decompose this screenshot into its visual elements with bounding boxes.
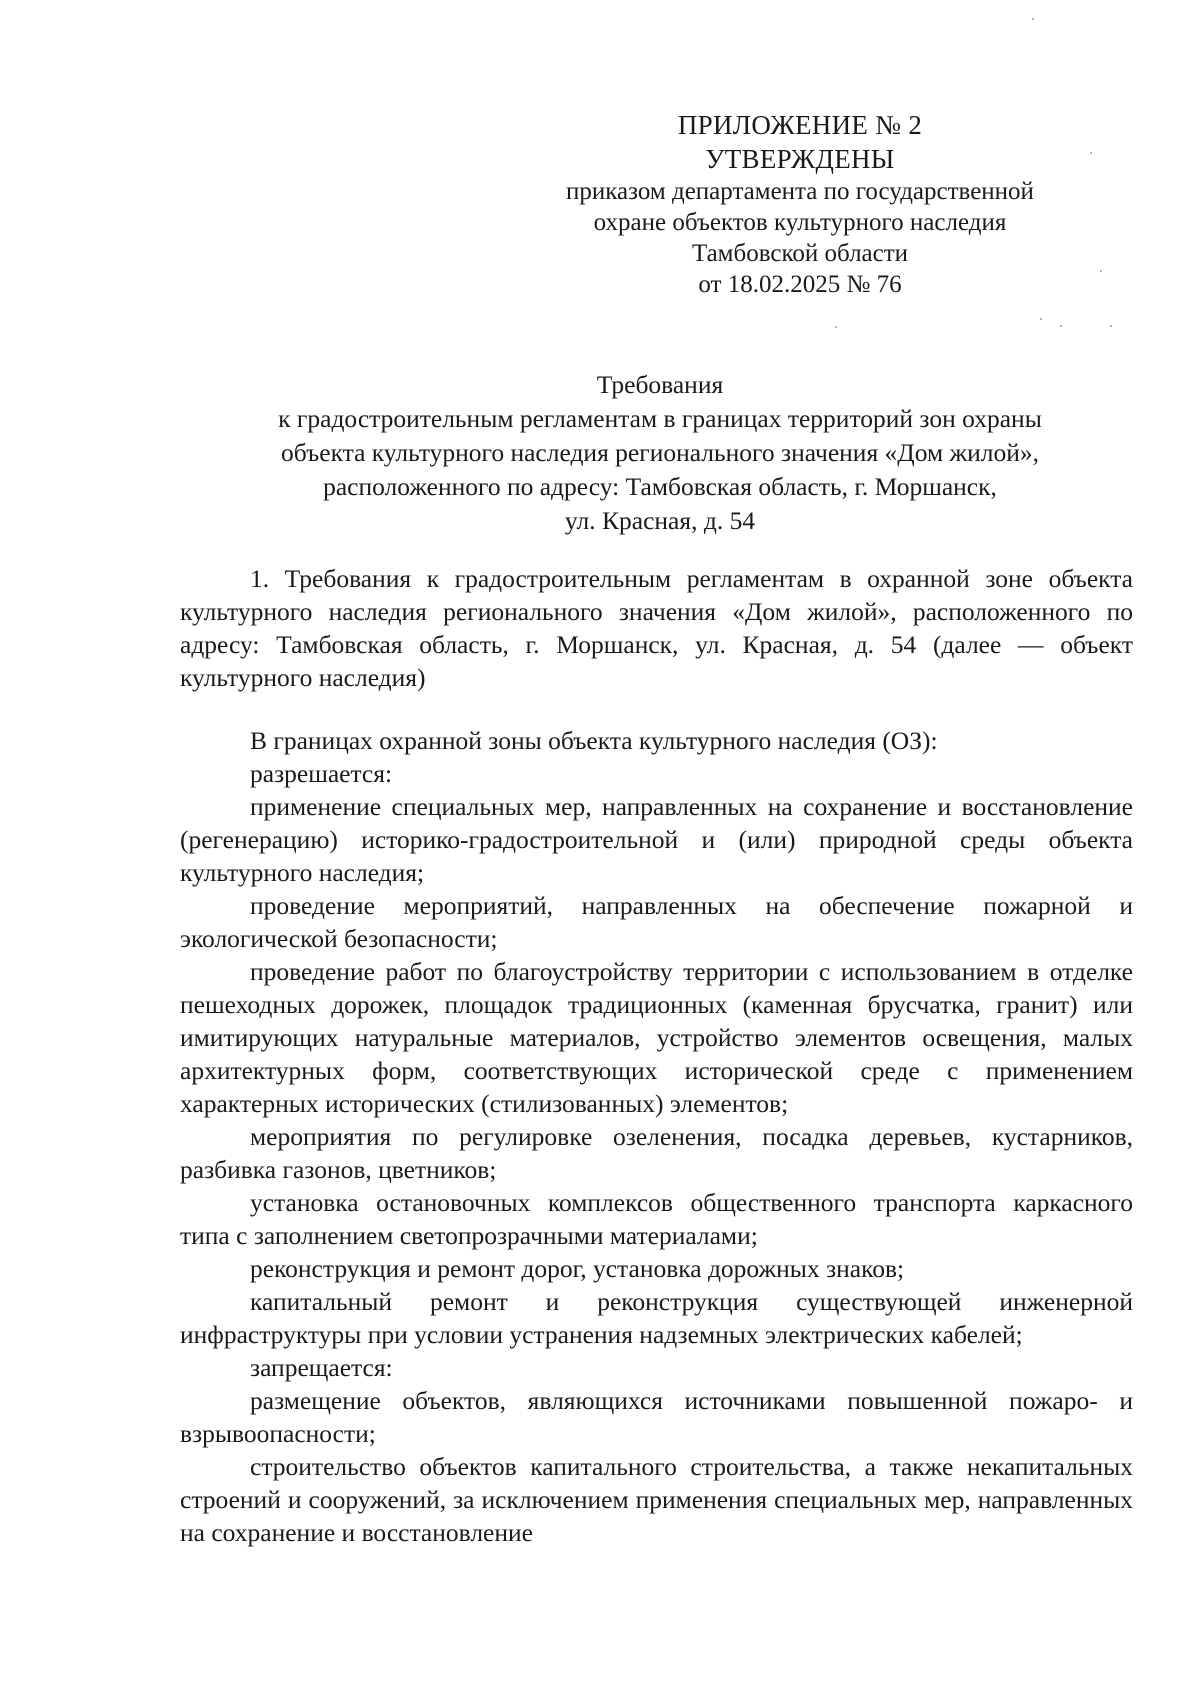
paragraph-section-1: 1. Требования к градостроительным регламентам в охранной зоне объекта культурного наследия регионального значения «Дом жилой», расположенного по адресу: Тамбовская область, г. Моршанск, ул. Красная, д. 54 (далее — объект культурного наследия): [180, 564, 1133, 692]
document-body: [180, 562, 1133, 1549]
approval-block: [520, 108, 1080, 300]
scan-speck: [835, 326, 837, 328]
scan-speck: [1060, 325, 1062, 327]
paragraph: проведение работ по благоустройству территории с использованием в отделке пешеходных дорожек, площадок традиционных (каменная брусчатка, гранит) или имитирующих натуральные материалов, устройство элементов освещения, малых архитектурных форм, соответствующих исторической среде с применением характерных исторических (стилизованных) элементов;: [180, 957, 1133, 1118]
scan-speck: [1100, 270, 1102, 272]
paragraph-allowed-heading: разрешается:: [250, 759, 393, 788]
paragraph: строительство объектов капитального строительства, а также некапитальных строений и сооружений, за исключением применения специальных мер, направленных на сохранение и восстановление: [180, 1452, 1133, 1547]
title-line: расположенного по адресу: Тамбовская область, г. Моршанск,: [323, 472, 997, 501]
approved-label: УТВЕРЖДЕНЫ: [705, 144, 895, 174]
paragraph-prohibited-heading: запрещается:: [250, 1353, 393, 1382]
approval-department-line: охране объектов культурного наследия: [593, 209, 1007, 236]
document-title: [180, 368, 1140, 538]
title-line: ул. Красная, д. 54: [564, 506, 756, 535]
scan-speck: [1110, 325, 1112, 327]
approval-order-line: приказом департамента по государственной: [566, 178, 1034, 205]
paragraph: реконструкция и ремонт дорог, установка дорожных знаков;: [250, 1254, 905, 1283]
paragraph: применение специальных мер, направленных на сохранение и восстановление (регенерацию) историко-градостроительной и (или) природной среды объекта культурного наследия;: [180, 792, 1133, 887]
paragraph: капитальный ремонт и реконструкция существующей инженерной инфраструктуры при условии устранения надземных электрических кабелей;: [180, 1287, 1133, 1349]
approval-region-line: Тамбовской области: [691, 240, 909, 267]
scan-speck: [1040, 318, 1042, 320]
paragraph: установка остановочных комплексов общественного транспорта каркасного типа с заполнением светопрозрачными материалами;: [180, 1188, 1133, 1250]
scan-speck: [1032, 18, 1034, 20]
paragraph: мероприятия по регулировке озеленения, посадка деревьев, кустарников, разбивка газонов, цветников;: [180, 1122, 1133, 1184]
paragraph: В границах охранной зоны объекта культурного наследия (ОЗ):: [250, 726, 938, 755]
approval-date-line: от 18.02.2025 № 76: [698, 271, 902, 298]
appendix-number: ПРИЛОЖЕНИЕ № 2: [677, 110, 923, 140]
scan-speck: [1090, 152, 1092, 154]
title-line: объекта культурного наследия регионального значения «Дом жилой»,: [280, 438, 1039, 467]
paragraph: размещение объектов, являющихся источниками повышенной пожаро- и взрывоопасности;: [180, 1386, 1133, 1448]
paragraph: проведение мероприятий, направленных на обеспечение пожарной и экологической безопасности;: [180, 891, 1133, 953]
title-line: к градостроительным регламентам в границах территорий зон охраны: [278, 404, 1042, 433]
title-heading: Требования: [596, 370, 724, 399]
